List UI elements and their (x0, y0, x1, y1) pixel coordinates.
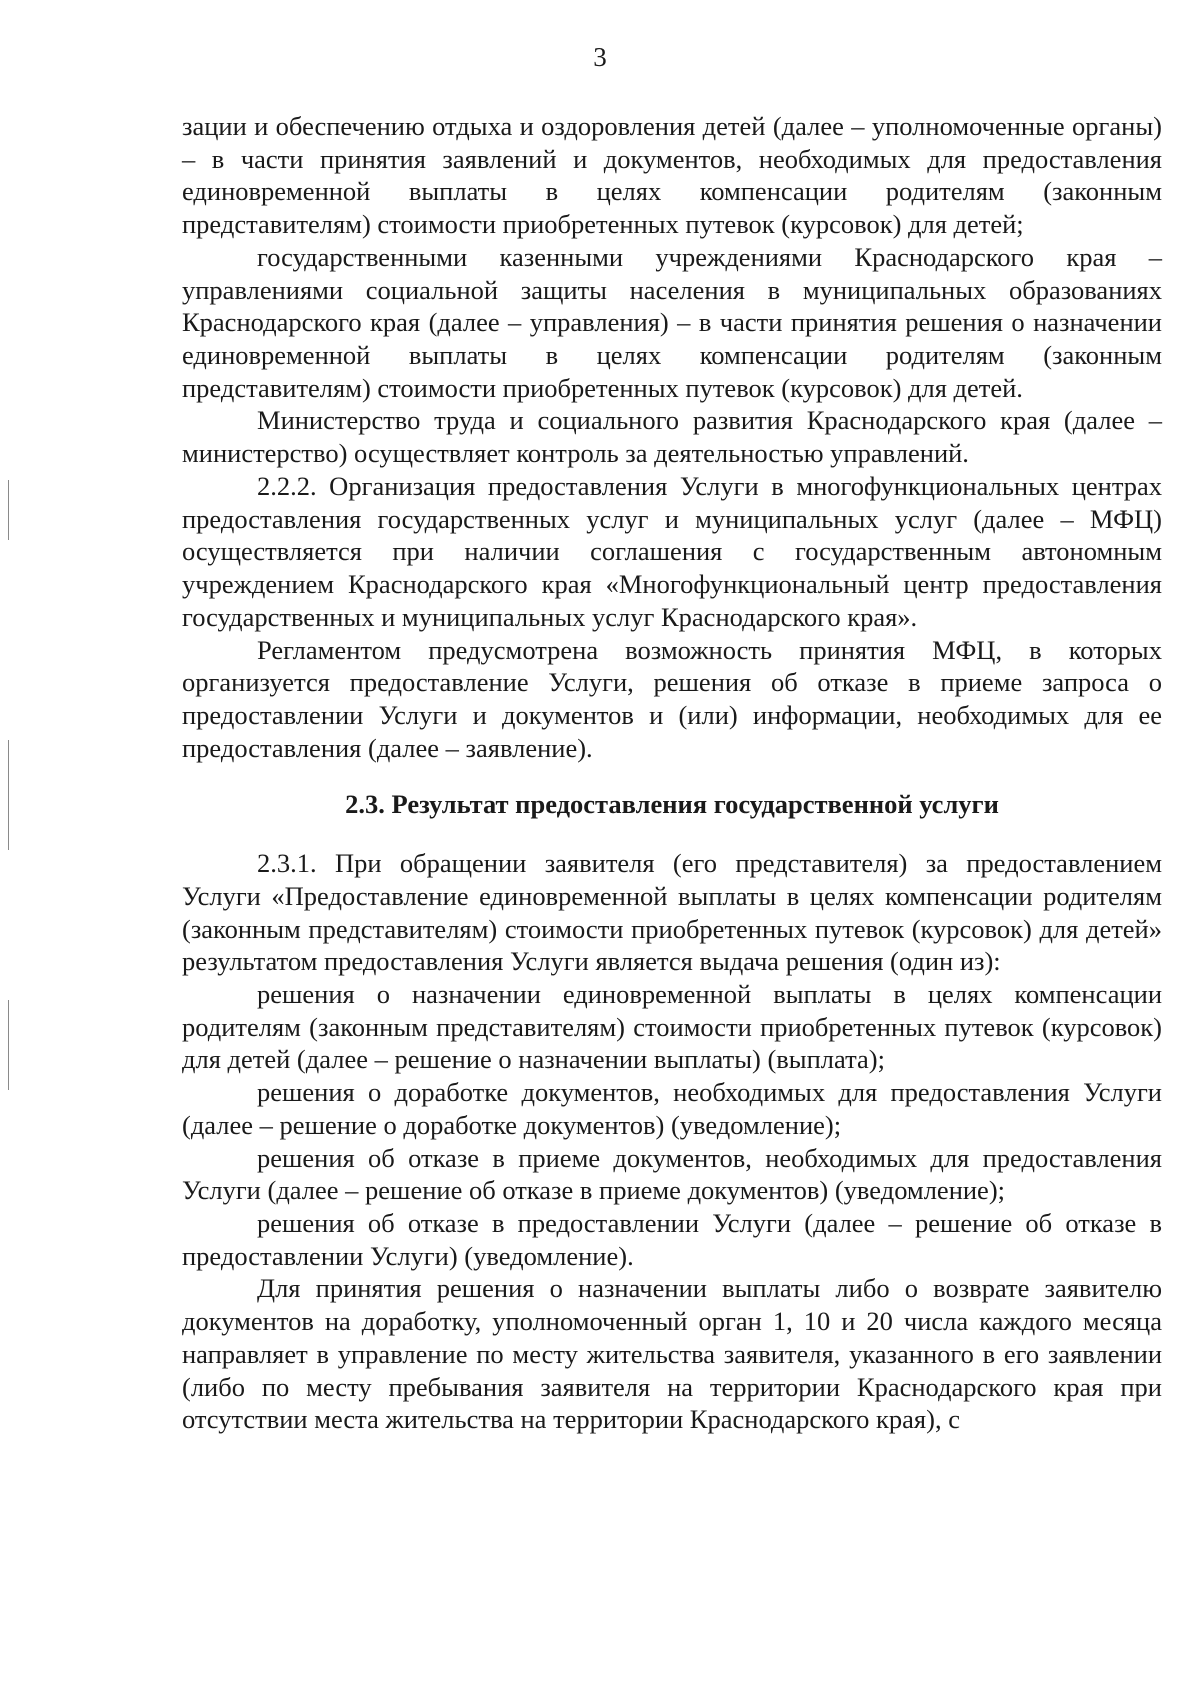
paragraph: государственными казенными учреждениями Краснодарского края – управлениями социальной защиты населения в муниципальных образованиях Краснодарского края (далее – управления) – в части принятия решения о назначении единовременной выплаты в целях компенсации родителям (законным представителям) стоимости приобретенных путевок (курсовок) для детей. (182, 241, 1162, 403)
paragraph: решения о доработке документов, необходимых для предоставления Услуги (далее – решение о доработке документов) (уведомление); (182, 1077, 1162, 1140)
paragraph: решения об отказе в приеме документов, необходимых для предоставления Услуги (далее – решение об отказе в приеме документов) (уведомление); (182, 1142, 1162, 1206)
document-body (182, 110, 1162, 1436)
paragraph: Регламентом предусмотрена возможность принятия МФЦ, в которых организуется предоставление Услуги, решения об отказе в приеме запроса о предоставлении Услуги и документов и (или) информации, необходимых для ее предоставления (далее – заявление). (182, 634, 1162, 763)
paragraph: решения об отказе в предоставлении Услуги (далее – решение об отказе в предоставлении Услуги) (уведомление). (182, 1208, 1162, 1271)
paragraph: решения о назначении единовременной выплаты в целях компенсации родителям (законным представителям) стоимости приобретенных путевок (курсовок) для детей (далее – решение о назначении выплаты) (выплата); (182, 978, 1162, 1075)
paragraph: Для принятия решения о назначении выплаты либо о возврате заявителю документов на доработку, уполномоченный орган 1, 10 и 20 числа каждого месяца направляет в управление по месту жительства заявителя, указанного в его заявлении (либо по месту пребывания заявителя на территории Краснодарского края при отсутствии места жительства на территории Краснодарского края), с (182, 1273, 1162, 1435)
paragraph: 2.2.2. Организация предоставления Услуги в многофункциональных центрах предоставления государственных услуг и муниципальных услуг (далее – МФЦ) осуществляется при наличии соглашения с государственным автономным учреждением Краснодарского края «Многофункциональный центр предоставления государственных и муниципальных услуг Краснодарского края». (182, 470, 1162, 632)
scan-artifact-line (8, 1000, 9, 1090)
page-number: 3 (593, 42, 607, 72)
scan-artifact-line (8, 480, 9, 540)
section-heading: 2.3. Результат предоставления государственной услуги (345, 789, 999, 820)
paragraph: 2.3.1. При обращении заявителя (его представителя) за предоставлением Услуги «Предоставление единовременной выплаты в целях компенсации родителям (законным представителям) стоимости приобретенных путевок (курсовок) для детей» результатом предоставления Услуги является выдача решения (один из): (182, 848, 1162, 977)
paragraph: Министерство труда и социального развития Краснодарского края (далее – министерство) осуществляет контроль за деятельностью управлений. (182, 405, 1162, 469)
scan-artifact-line (8, 740, 9, 850)
paragraph: зации и обеспечению отдыха и оздоровления детей (далее – уполномоченные органы) – в части принятия заявлений и документов, необходимых для предоставления единовременной выплаты в целях компенсации родителям (законным представителям) стоимости приобретенных путевок (курсовок) для детей; (182, 111, 1162, 240)
